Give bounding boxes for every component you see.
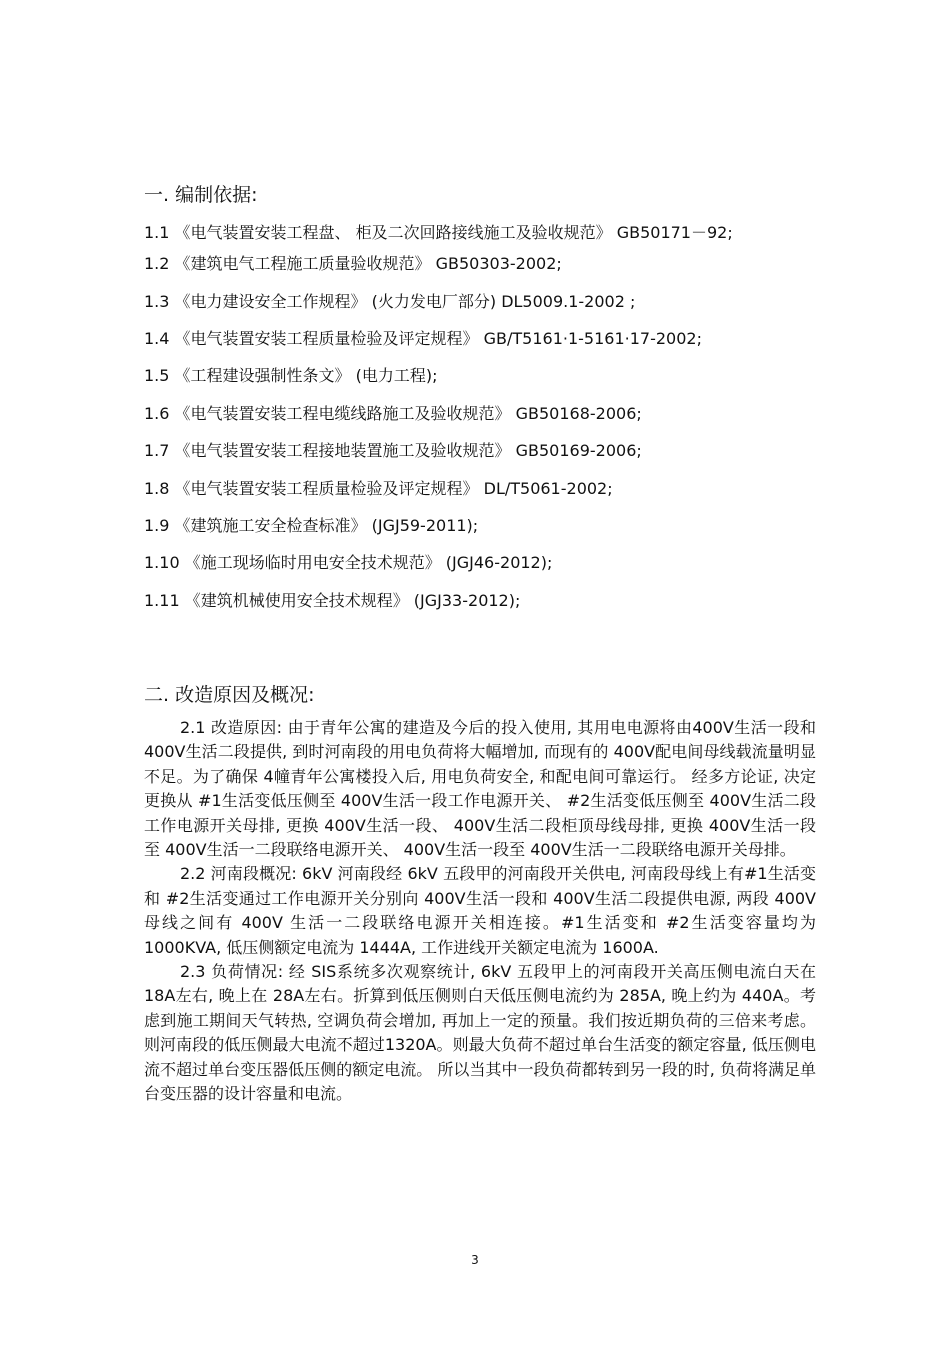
reference-item: 1.2 《建筑电气工程施工质量验收规范》 GB50303-2002; <box>144 254 562 273</box>
reference-item: 1.9 《建筑施工安全检查标准》 (JGJ59-2011); <box>144 516 479 535</box>
reference-item: 1.7 《电气装置安装工程接地装置施工及验收规范》 GB50169-2006; <box>144 441 642 460</box>
reference-item: 1.8 《电气装置安装工程质量检验及评定规程》 DL/T5061-2002; <box>144 479 613 498</box>
reference-item: 1.3 《电力建设安全工作规程》 (火力发电厂部分) DL5009.1-2002 ; <box>144 292 636 311</box>
reference-item: 1.1 《电气装置安装工程盘、 柜及二次回路接线施工及验收规范》 GB50171－92; <box>144 223 733 242</box>
reference-item: 1.6 《电气装置安装工程电缆线路施工及验收规范》 GB50168-2006; <box>144 404 642 423</box>
paragraph-2-2: 2.2 河南段概况: 6kV 河南段经 6kV 五段甲的河南段开关供电, 河南段母线上有#1生活变和 #2生活变通过工作电源开关分别向 400V生活一段和 400V生活二段提供电源, 两段 400V 母线之间有 400V 生活一二段联络电源开关相连接。#1生活变和 #2生活变容量均为 1000KVA, 低压侧额定电流为 1444A, 工作进线开关额定电流为 1600A. <box>144 864 816 957</box>
section1-heading: 一. 编制依据: <box>144 184 258 206</box>
paragraph-2-1: 2.1 改造原因: 由于青年公寓的建造及今后的投入使用, 其用电电源将由400V生活一段和 400V生活二段提供, 到时河南段的用电负荷将大幅增加, 而现有的 400V配电间母线载流量明显不足。为了确保 4幢青年公寓楼投入后, 用电负荷安全, 和配电间可靠运行。 经多方论证, 决定更换从 #1生活变低压侧至 400V生活一段工作电源开关、 #2生活变低压侧至 400V生活二段工作电源开关母排, 更换 400V生活一段、 400V生活二段柜顶母线母排, 更换 400V生活一段至 400V生活一二段联络电源开关、 400V生活一段至 400V生活一二段联络电源开关母排。 <box>144 718 816 860</box>
section2-heading: 二. 改造原因及概况: <box>144 684 315 706</box>
reference-item: 1.4 《电气装置安装工程质量检验及评定规程》 GB/T5161·1-5161·17-2002; <box>144 329 702 348</box>
reference-item: 1.5 《工程建设强制性条文》 (电力工程); <box>144 366 438 385</box>
reference-item: 1.11 《建筑机械使用安全技术规程》 (JGJ33-2012); <box>144 591 521 610</box>
paragraph-2-3: 2.3 负荷情况: 经 SIS系统多次观察统计, 6kV 五段甲上的河南段开关高压侧电流白天在 18A左右, 晚上在 28A左右。折算到低压侧则白天低压侧电流约为 285A, 晚上约为 440A。考虑到施工期间天气转热, 空调负荷会增加, 再加上一定的预量。我们按近期负荷的三倍来考虑。 则河南段的低压侧最大电流不超过1320A。则最大负荷不超过单台生活变的额定容量, 低压侧电流不超过单台变压器低压侧的额定电流。 所以当其中一段负荷都转到另一段的时, 负荷将满足单台变压器的设计容量和电流。 <box>144 962 816 1104</box>
reference-item: 1.10 《施工现场临时用电安全技术规范》 (JGJ46-2012); <box>144 553 553 572</box>
section2-body <box>144 716 816 1107</box>
page-number: 3 <box>471 1253 479 1267</box>
